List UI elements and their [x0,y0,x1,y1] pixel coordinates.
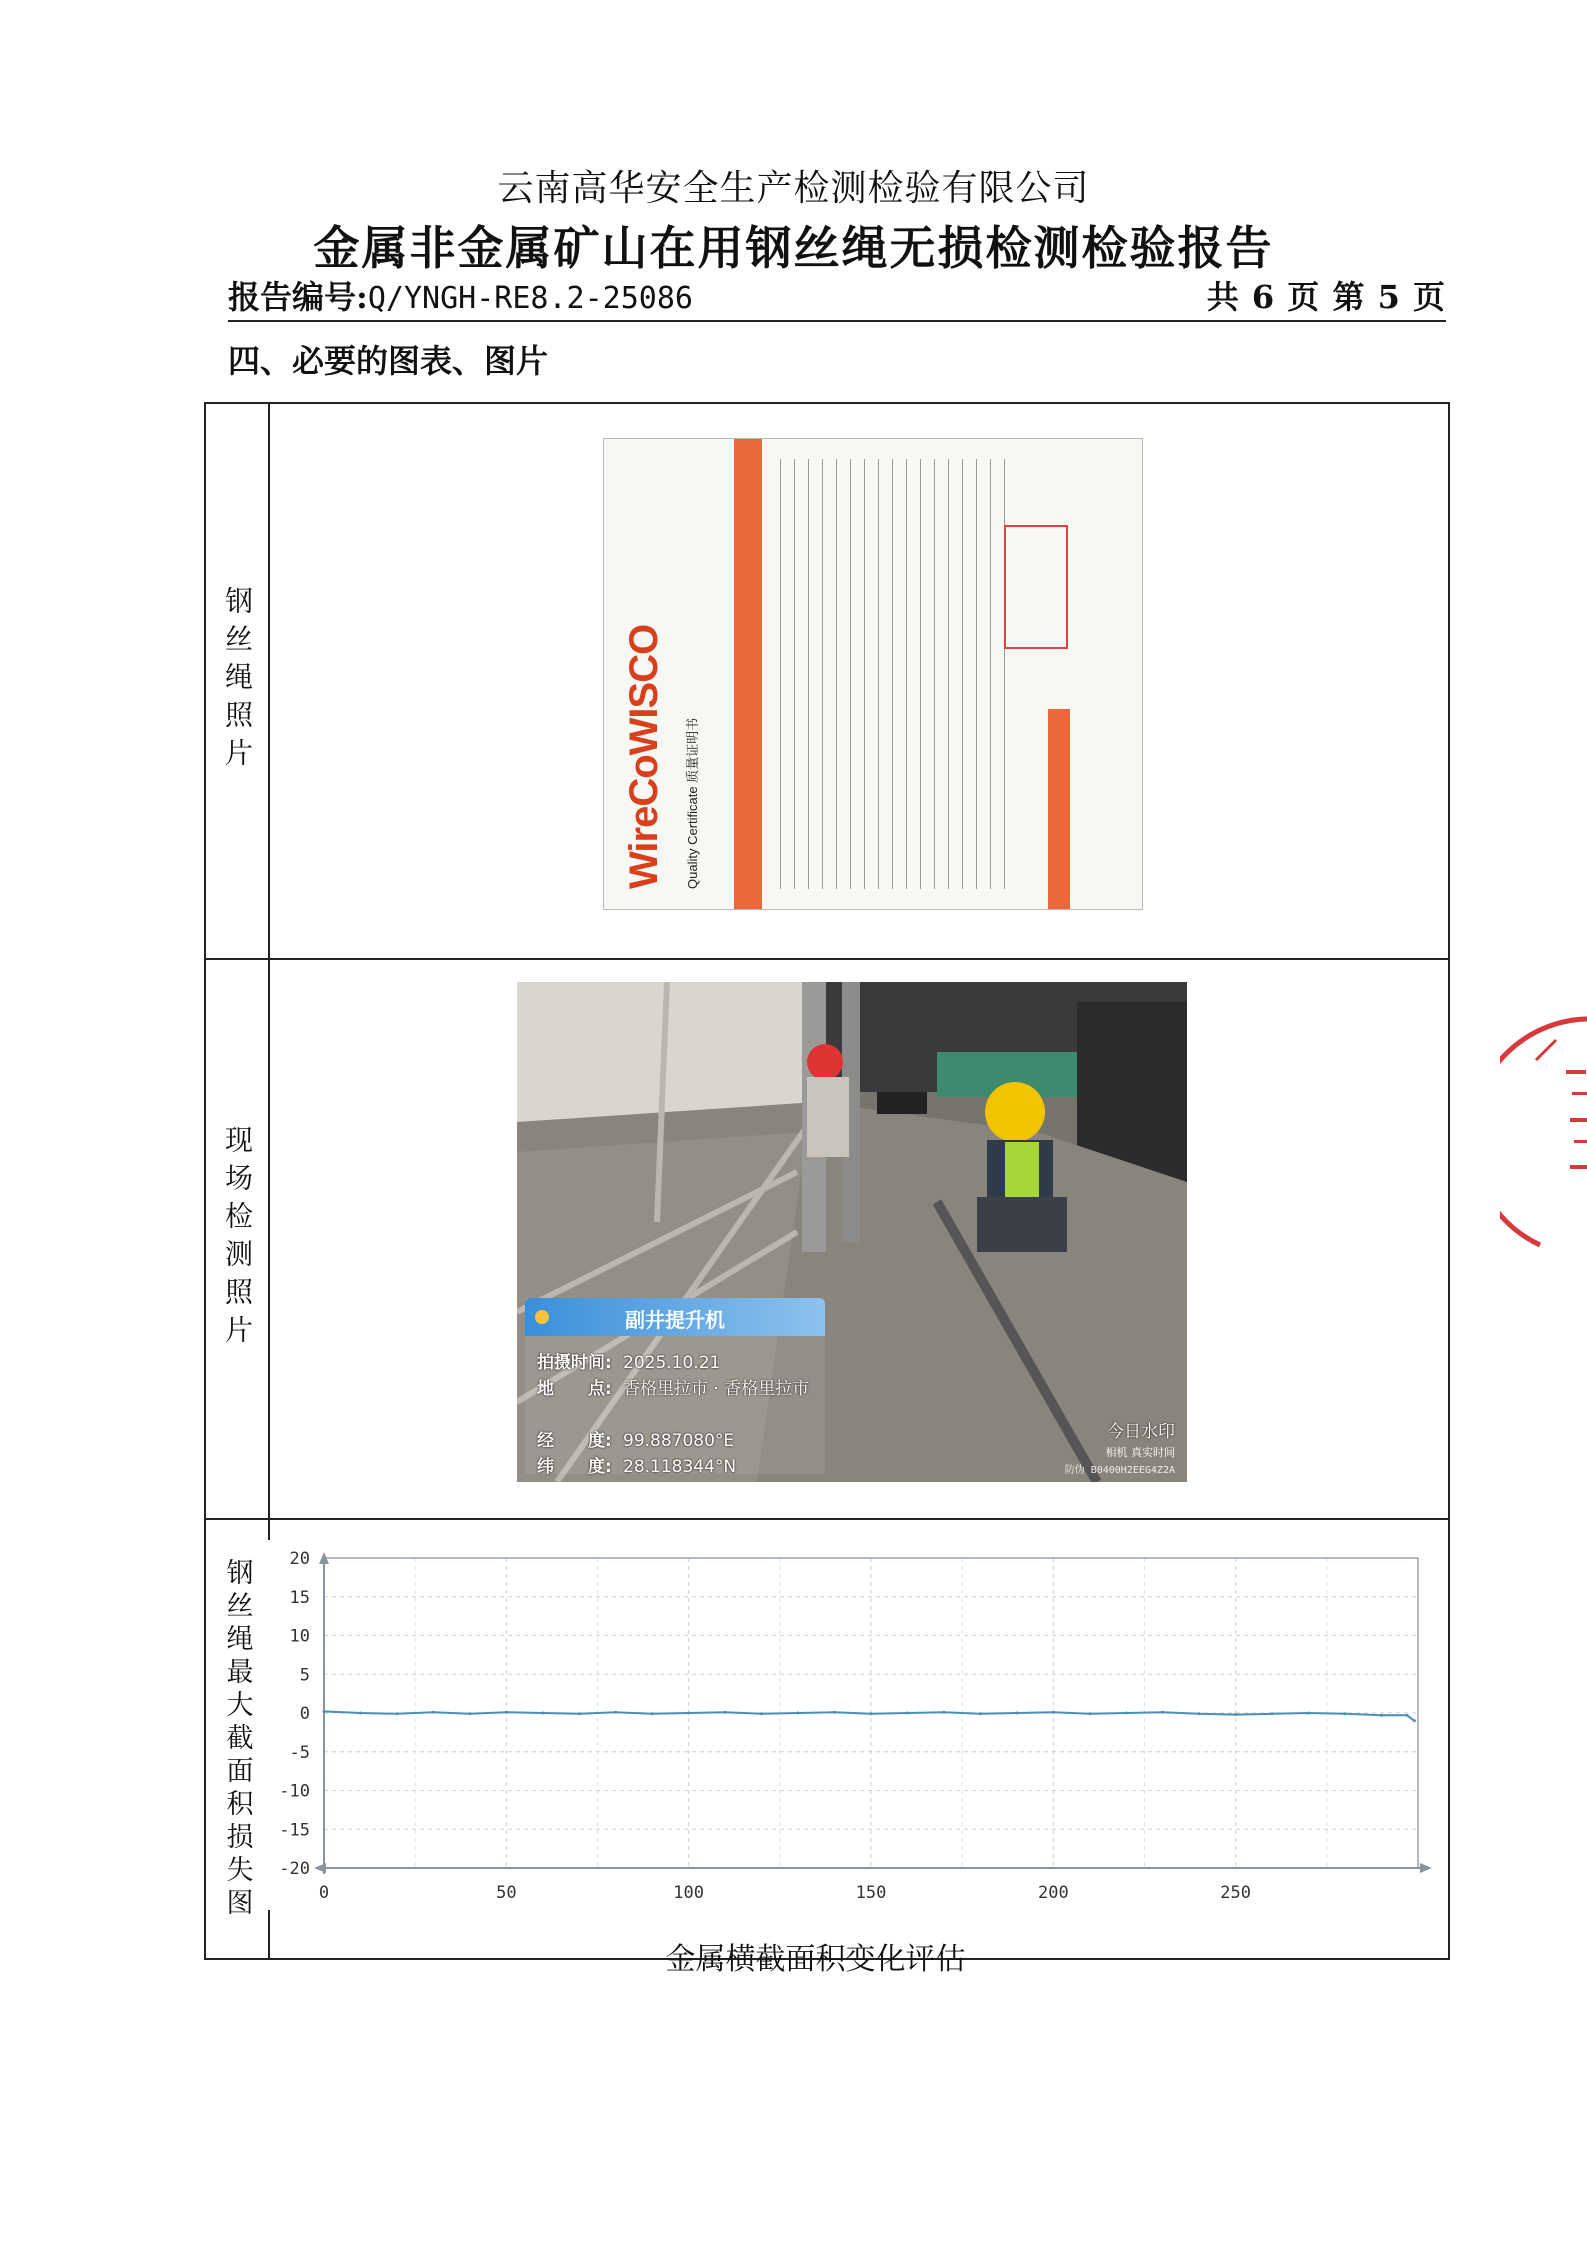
watermark-app-sub: 相机 真实时间 [1105,1446,1175,1459]
y-tick-label: -5 [289,1742,310,1763]
company-name: 云南高华安全生产检测检验有限公司 [497,168,1090,209]
chart-caption: 金属横截面积变化评估 [665,1942,966,1977]
x-tick-label: 150 [855,1883,887,1903]
page-count: 共 6 页 第 5 页 [1206,278,1446,316]
watermark-longitude [537,1426,734,1451]
certificate-band-lower [1048,709,1070,909]
label-cell [206,1520,270,1958]
certificate-content [604,439,1142,909]
data-point [1052,1711,1055,1714]
location-key: 地 点: [537,1379,612,1399]
watermark-latitude [537,1452,736,1477]
x-tick-label: 0 [318,1883,330,1903]
report-meta [228,268,1446,316]
y-tick-label: 5 [299,1665,310,1686]
y-tick-label: 10 [289,1626,310,1647]
data-point [1161,1711,1164,1714]
certificate-title-cn: 质量证明书 [685,717,700,783]
data-point [1344,1712,1347,1715]
section-loss-chart [268,1540,1438,1910]
label-cell [206,404,270,958]
y-tick-label: -20 [279,1859,310,1879]
data-point [468,1712,471,1715]
chart-background [268,1540,1438,1910]
data-point [870,1712,873,1715]
y-tick-label: 20 [289,1549,310,1569]
certificate-lines [780,459,1018,889]
data-point [1088,1712,1091,1715]
longitude-value: 99.887080°E [623,1431,735,1451]
certificate-band [734,439,762,909]
data-point [1307,1712,1310,1715]
y-tick-label: 15 [289,1587,310,1608]
site-inspection-photo [517,982,1187,1482]
report-number-code: Q/YNGH-RE8.2-25086 [367,281,693,316]
certificate-stamp [1004,525,1068,649]
location-value: 香格里拉市 · 香格里拉市 [623,1379,810,1399]
data-point [687,1712,690,1715]
data-point [979,1712,982,1715]
x-tick-label: 200 [1037,1883,1069,1903]
data-point [1413,1719,1416,1722]
data-point [395,1712,398,1715]
time-key: 拍摄时间: [537,1353,612,1373]
data-point [833,1711,836,1714]
data-point [1125,1712,1128,1715]
data-point [323,1710,326,1713]
watermark-code: 防伪 B0400H2EEG4Z2A [1064,1465,1175,1476]
header-rule [228,320,1446,322]
seal-marks [1566,1070,1587,1169]
data-point [614,1711,617,1714]
y-tick-label: -15 [279,1820,310,1841]
report-number [228,272,693,318]
data-point [1015,1712,1018,1715]
watermark-app-badge: 今日水印 [1107,1422,1175,1442]
x-tick-label: 100 [673,1883,705,1903]
label-cell [206,960,270,1518]
data-point [906,1712,909,1715]
certificate-title-en: Quality Certificate [685,786,700,889]
data-point [505,1711,508,1714]
data-point [760,1712,763,1715]
chart-label: 钢丝绳最大截面积损失图 [221,1557,253,1921]
quality-certificate-image [603,438,1143,910]
latitude-value: 28.118344°N [623,1457,737,1477]
x-tick-label: 250 [1220,1883,1252,1903]
x-tick-label: 50 [496,1883,517,1903]
data-point [797,1712,800,1715]
red-seal-partial [1500,1000,1587,1260]
time-value: 2025.10.21 [623,1353,721,1373]
site-photo-label: 现场检测照片 [221,1125,254,1353]
data-point [942,1711,945,1714]
report-number-label: 报告编号: [228,278,368,316]
certificate-title [682,718,701,889]
latitude-key: 纬 度: [537,1457,612,1477]
data-point [578,1712,581,1715]
data-point [541,1712,544,1715]
watermark-location [537,1374,827,1399]
data-point [1380,1714,1383,1717]
data-point [1198,1712,1201,1715]
report-title: 金属非金属矿山在用钢丝绳无损检测检验报告 [313,221,1274,275]
data-point [1234,1713,1237,1716]
data-point [1271,1712,1274,1715]
data-point [359,1712,362,1715]
watermark-time [537,1348,720,1373]
section-title: 四、必要的图表、图片 [228,342,549,380]
data-point [432,1711,435,1714]
rope-photo-label: 钢丝绳照片 [221,586,254,776]
photo-watermark [525,1298,825,1477]
data-point [651,1712,654,1715]
data-point [1406,1714,1409,1717]
data-point [724,1711,727,1714]
longitude-key: 经 度: [537,1431,612,1451]
y-tick-label: -10 [279,1781,310,1802]
wisco-logo: WireCoWISCO [622,624,666,889]
y-tick-label: 0 [299,1704,310,1724]
watermark-title: 副井提升机 [625,1308,725,1332]
watermark-header [525,1298,825,1336]
